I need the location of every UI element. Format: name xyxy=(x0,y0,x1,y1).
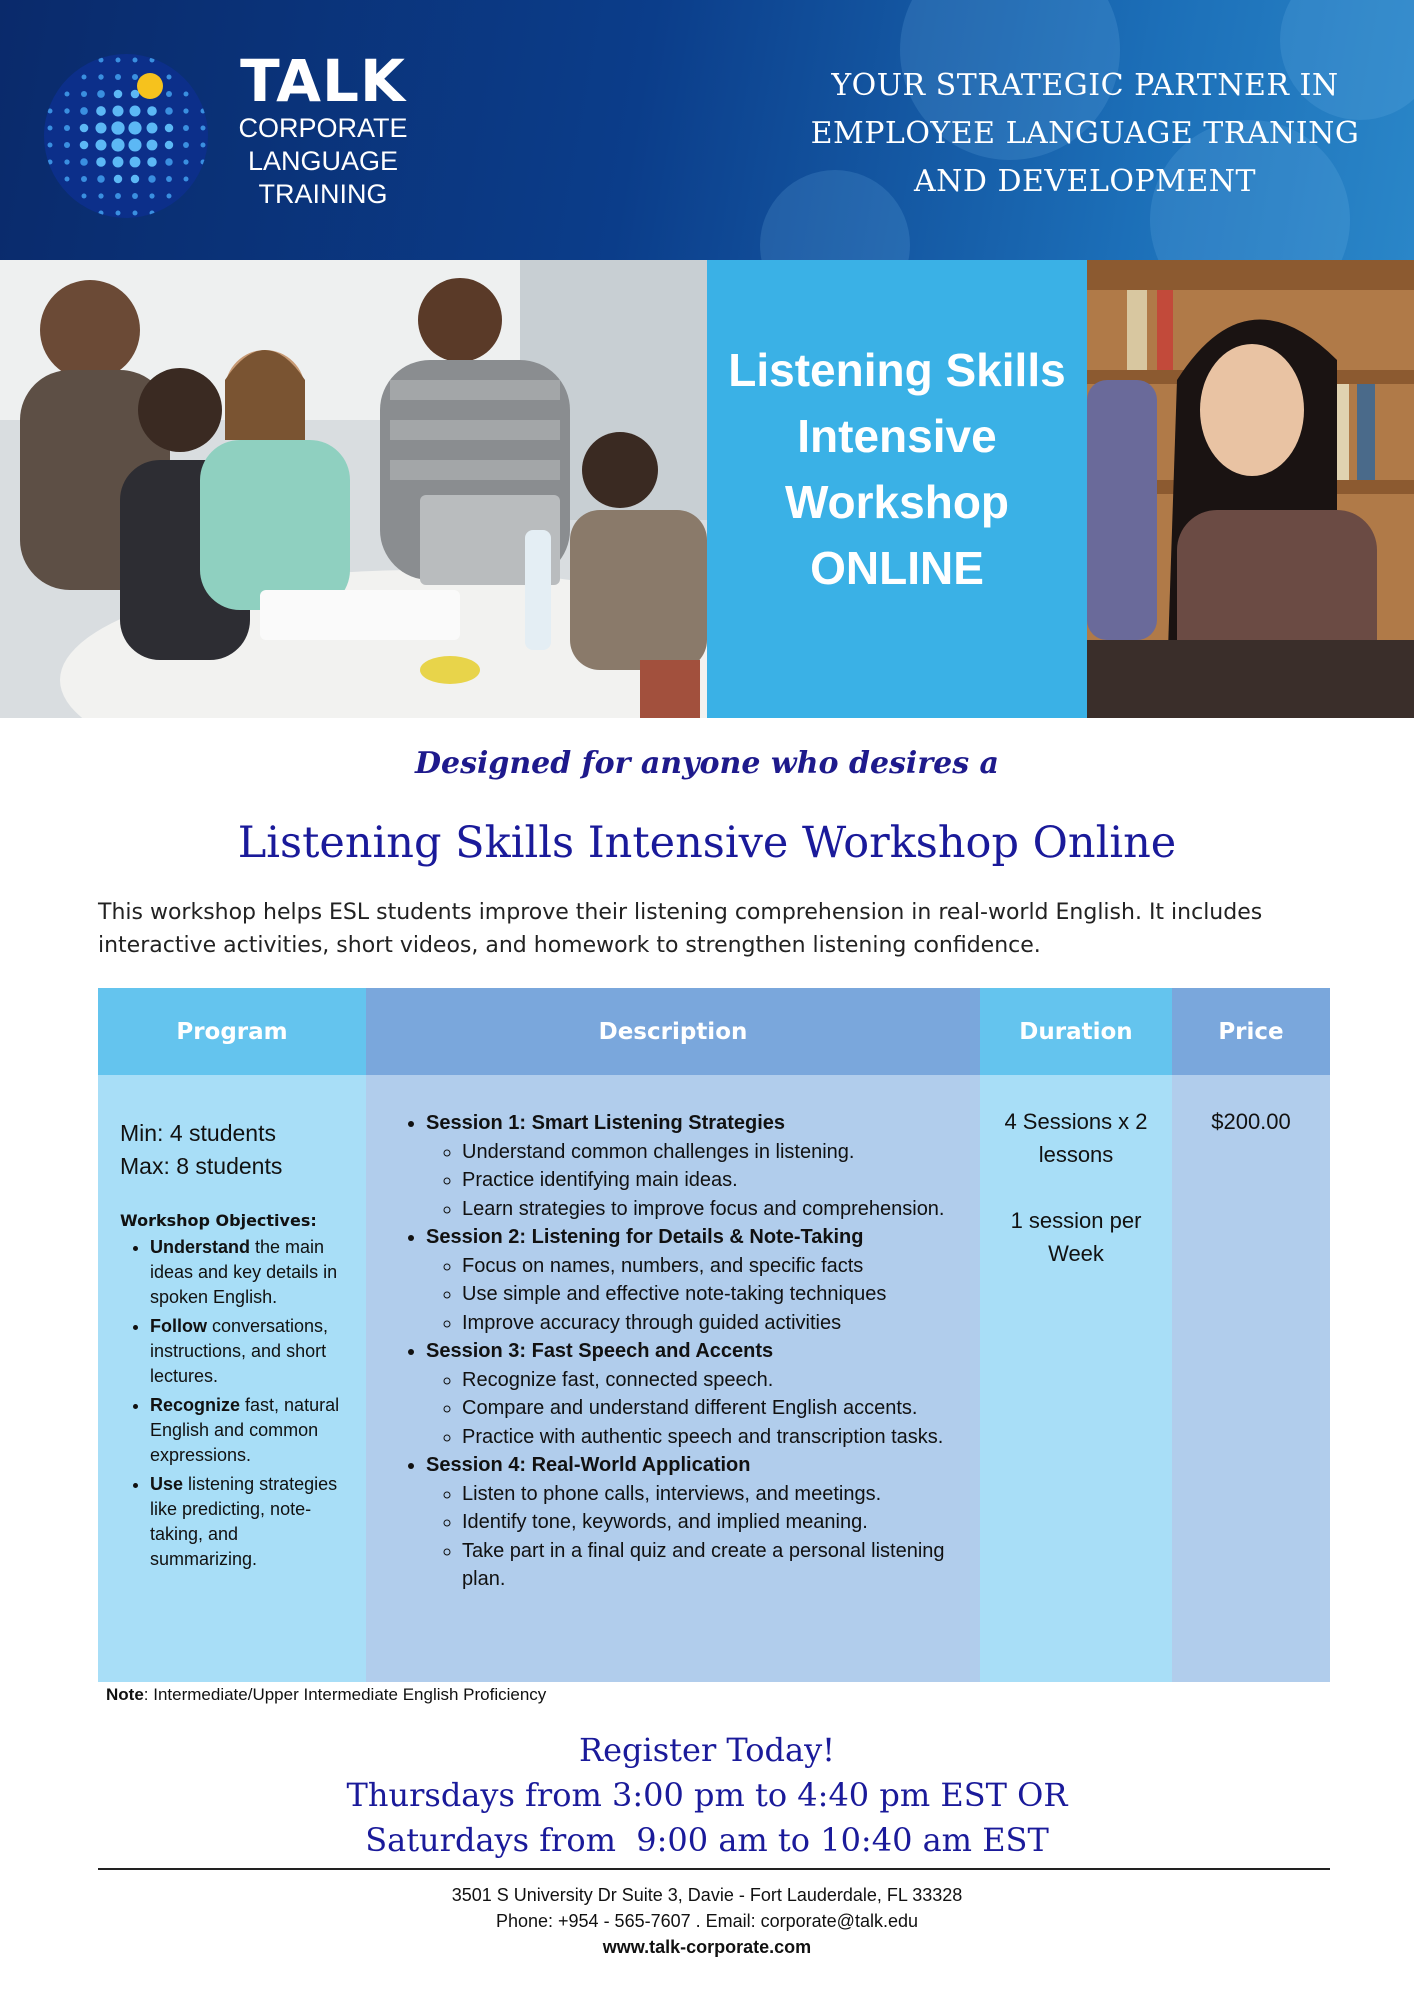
objective-verb: Recognize xyxy=(150,1395,241,1415)
duration-column xyxy=(980,988,1172,1682)
program-column xyxy=(98,988,366,1682)
duration-cell xyxy=(980,1075,1172,1682)
session-item xyxy=(426,1223,960,1337)
designed-for-subtitle: Designed for anyone who desires a xyxy=(415,746,999,781)
objective-text: listening strategies like predicting, note-taking, and summarizing. xyxy=(150,1474,338,1569)
objectives-list xyxy=(120,1235,350,1576)
price-value: $200.00 xyxy=(1211,1109,1291,1134)
session-item xyxy=(426,1337,960,1451)
hero-title xyxy=(717,337,1077,601)
duration-sessions: 4 Sessions x 2 lessons xyxy=(1004,1109,1148,1167)
objective-text: the main ideas and key details in spoken English. xyxy=(150,1237,338,1307)
note-text: : Intermediate/Upper Intermediate English Proficiency xyxy=(143,1685,547,1704)
objectives-title: Workshop Objectives: xyxy=(120,1211,317,1230)
min-students: Min: 4 students xyxy=(120,1120,276,1146)
hero-title-line: Workshop xyxy=(784,476,1010,528)
sessions-list xyxy=(400,1109,960,1594)
duration-header: Duration xyxy=(980,988,1172,1075)
schedule-thursday: Thursdays from 3:00 pm to 4:40 pm EST OR xyxy=(346,1776,1068,1814)
register-heading: Register Today! xyxy=(578,1731,836,1769)
objective-item xyxy=(150,1393,350,1468)
duration-text xyxy=(980,1105,1172,1270)
session-item xyxy=(426,1109,960,1223)
workshop-title-panel xyxy=(707,260,1087,718)
hero-title-line: Listening Skills xyxy=(728,344,1066,396)
page-title: Listening Skills Intensive Workshop Online xyxy=(237,818,1177,868)
description-cell xyxy=(366,1075,980,1682)
register-section xyxy=(0,1728,1414,1863)
session-detail: ◦ Improve accuracy through guided activities xyxy=(462,1309,960,1338)
session-detail: ◦ Take part in a final quiz and create a personal listening plan. xyxy=(462,1537,960,1594)
session-detail: ◦ Recognize fast, connected speech. xyxy=(462,1366,960,1395)
session-detail: ◦ Practice identifying main ideas. xyxy=(462,1166,960,1195)
objective-text: fast, natural English and common expressions. xyxy=(150,1395,340,1465)
class-size xyxy=(120,1117,282,1183)
note-label: Note xyxy=(106,1685,144,1704)
session-detail: ◦ Listen to phone calls, interviews, and meetings. xyxy=(462,1480,960,1509)
footer-address: 3501 S University Dr Suite 3, Davie - Fort Lauderdale, FL 33328 xyxy=(451,1885,963,1905)
logo-line: TRAINING xyxy=(258,179,388,209)
session-detail: ◦ Compare and understand different English accents. xyxy=(462,1394,960,1423)
max-students: Max: 8 students xyxy=(120,1153,283,1179)
hero-title-line: Intensive xyxy=(797,410,997,462)
description-column xyxy=(366,988,980,1682)
logo-line: LANGUAGE xyxy=(247,146,399,176)
logo-line: CORPORATE xyxy=(238,113,408,143)
proficiency-note xyxy=(106,1685,546,1705)
program-header: Program xyxy=(98,988,366,1075)
session-detail: ◦ Use simple and effective note-taking techniques xyxy=(462,1280,960,1309)
price-cell xyxy=(1172,1075,1330,1682)
session-detail: ◦ Focus on names, numbers, and specific facts xyxy=(462,1252,960,1281)
logo-wordmark xyxy=(228,47,418,211)
session-item xyxy=(426,1451,960,1594)
session-detail: ◦ Learn strategies to improve focus and comprehension. xyxy=(462,1195,960,1224)
session-detail: ◦ Identify tone, keywords, and implied meaning. xyxy=(462,1508,960,1537)
group-study-photo xyxy=(0,260,707,718)
tagline-line: EMPLOYEE LANGUAGE TRANING xyxy=(810,116,1360,151)
session-title: Session 1: Smart Listening Strategies xyxy=(426,1112,785,1134)
program-table xyxy=(98,988,1330,1682)
schedule-saturday: Saturdays from 9:00 am to 10:40 am EST xyxy=(365,1821,1049,1859)
objective-text: conversations, instructions, and short lectures. xyxy=(150,1316,329,1386)
objective-verb: Use xyxy=(150,1474,184,1494)
footer xyxy=(0,1882,1414,1960)
tagline-line: AND DEVELOPMENT xyxy=(913,164,1257,199)
duration-frequency: 1 session per Week xyxy=(1010,1208,1142,1266)
session-detail: ◦ Understand common challenges in listening. xyxy=(462,1138,960,1167)
hero-band xyxy=(0,260,1414,718)
globe-logo-icon xyxy=(42,52,210,220)
price-column xyxy=(1172,988,1330,1682)
header-banner xyxy=(0,0,1414,260)
objective-verb: Follow xyxy=(150,1316,207,1336)
description-header: Description xyxy=(366,988,980,1075)
objective-item xyxy=(150,1314,350,1389)
hero-title-line: ONLINE xyxy=(810,542,984,594)
session-title: Session 2: Listening for Details & Note-Taking xyxy=(426,1226,864,1248)
objective-verb: Understand xyxy=(150,1237,251,1257)
price-header: Price xyxy=(1172,988,1330,1075)
student-photo xyxy=(1087,260,1414,718)
logo-title: TALK xyxy=(240,47,406,115)
objective-item xyxy=(150,1472,350,1572)
tagline xyxy=(790,62,1380,206)
objective-item xyxy=(150,1235,350,1310)
workshop-description: This workshop helps ESL students improve their listening comprehension in real-world English. It includes interactive activities, short videos, and homework to strengthen listening confidence. xyxy=(98,900,1263,958)
session-title: Session 3: Fast Speech and Accents xyxy=(426,1340,774,1362)
program-cell xyxy=(98,1075,366,1682)
session-title: Session 4: Real-World Application xyxy=(426,1454,751,1476)
website-link[interactable]: www.talk-corporate.com xyxy=(602,1937,812,1957)
footer-contact: Phone: +954 - 565-7607 . Email: corporate@talk.edu xyxy=(495,1911,919,1931)
footer-divider xyxy=(98,1868,1330,1870)
session-detail: ◦ Practice with authentic speech and transcription tasks. xyxy=(462,1423,960,1452)
tagline-line: YOUR STRATEGIC PARTNER IN xyxy=(831,68,1339,103)
